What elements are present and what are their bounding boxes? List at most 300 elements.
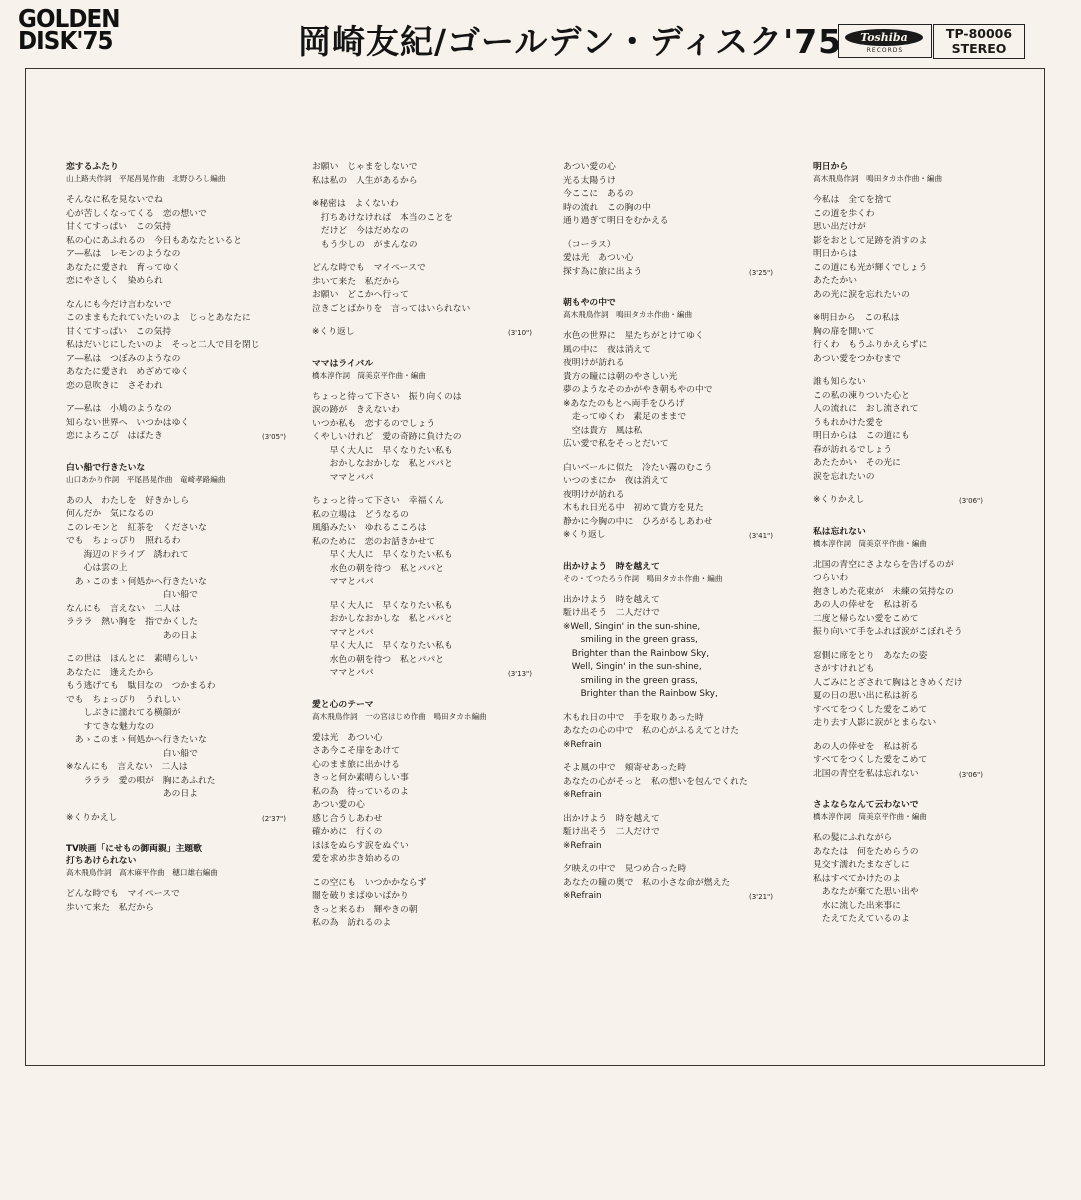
lyric-line: [312, 175, 530, 189]
lyric-line: [66, 576, 284, 590]
lyric-text: 知らない世界へ いつかはゆく: [66, 417, 190, 428]
stanza-gap: [563, 853, 785, 863]
lyric-text: 広い愛で私をそっとだいて: [563, 439, 669, 449]
song-title: 私は忘れない: [813, 526, 866, 537]
lyric-text: 水に流した出来事に: [813, 900, 901, 911]
lyric-text: すべてをつくした愛をこめて: [813, 755, 928, 765]
lyric-line: [312, 225, 530, 239]
lyric-text: ア―私は 小鳩のようなの: [66, 404, 172, 414]
song-credit: 高木飛鳥作詞 鳴田タカホ作曲・編曲: [563, 310, 693, 319]
lyric-line: [813, 444, 1023, 458]
song-duration: (3'25"): [749, 268, 773, 277]
song-title: 恋するふたり: [66, 162, 119, 172]
lyric-text: すべてをつくした愛をこめて: [813, 704, 928, 715]
lyric-text: つらいわ: [813, 573, 849, 583]
lyric-line: [813, 262, 1023, 276]
lyric-line: [563, 344, 785, 358]
lyric-line: [66, 761, 284, 775]
lyric-line: [66, 299, 284, 313]
catalog-number: TP-80006: [945, 26, 1013, 41]
song-credit: 高木飛鳥作詞 鳴田タカホ作曲・編曲: [813, 174, 943, 183]
lyric-line: [563, 357, 785, 371]
lyric-line: [813, 376, 1023, 390]
lyric-text: 愛は光 あつい心: [563, 253, 634, 263]
lyric-line: [563, 188, 785, 202]
lyric-line: [66, 326, 284, 340]
lyric-text: なんにも今だけ言わないで: [66, 299, 172, 310]
lyric-line: [563, 712, 785, 726]
lyric-text: あなたの瞳の奥で 私の小さな命が燃えた: [563, 877, 731, 888]
lyric-text: Brighter than the Rainbow Sky,: [563, 689, 718, 699]
lyric-line: [813, 677, 1023, 691]
lyric-text: 明日からは この道にも: [813, 431, 910, 441]
lyric-text: 静かに今胸の中に ひろがるしあわせ: [563, 516, 713, 527]
lyric-text: （コーラス）: [563, 239, 616, 250]
format-label: STEREO: [951, 41, 1007, 56]
lyric-line: [563, 813, 785, 827]
lyric-text: smiling in the green grass,: [563, 635, 698, 645]
lyric-line: [563, 648, 785, 662]
lyric-text: きっと何か素晴らしい事: [312, 773, 409, 783]
lyric-text: 夜明けが訪れる: [563, 489, 625, 500]
stanza-gap: [563, 452, 785, 462]
lyric-text: 影をおとして足跡を消すのよ: [813, 235, 928, 246]
lyric-line: [813, 221, 1023, 235]
stanza-gap: [563, 752, 785, 762]
lyric-line: [813, 886, 1023, 900]
lyric-line: [66, 902, 284, 916]
lyric-text: 感じ合うしあわせ: [312, 813, 383, 824]
lyric-text: さがすけれども: [813, 664, 875, 674]
lyric-line: [66, 495, 284, 509]
lyric-line: [813, 403, 1023, 417]
lyric-text: さあ今こそ扉をあけて: [312, 746, 400, 756]
lyric-line: [563, 762, 785, 776]
lyric-line: [813, 768, 1023, 782]
lyric-text: 抱きしめた花束が 未練の気持なの: [813, 586, 954, 597]
lyric-line: [312, 654, 530, 668]
lyric-line: [312, 161, 530, 175]
lyric-text: あなたが棄てた思い出や: [813, 887, 919, 897]
lyric-text: うもれかけた愛を: [813, 417, 884, 428]
lyric-line: [66, 549, 284, 563]
lyric-line: [312, 904, 530, 918]
lyric-text: もう逃げても 駄目なの つかまるわ: [66, 681, 216, 691]
song-block: [66, 462, 284, 826]
stanza-gap: [312, 590, 530, 600]
lyric-text: 窓側に席をとり あなたの姿: [813, 650, 928, 661]
lyric-text: 誰も知らない: [813, 377, 866, 387]
song-title: 明日から: [813, 162, 849, 172]
lyric-line: [66, 353, 284, 367]
lyric-text: 水色の世界に 星たちがとけてゆく: [563, 331, 704, 341]
lyric-text: 早く大人に 早くなりたい私も: [312, 641, 453, 651]
lyric-line: [813, 339, 1023, 353]
lyric-text: どんな時でも マイペースで: [66, 889, 180, 899]
lyric-line: [312, 212, 530, 226]
lyric-text: あの人の倖せを 私は祈る: [813, 600, 919, 610]
lyric-line: [563, 202, 785, 216]
lyric-line: [312, 404, 530, 418]
lyric-line: [66, 748, 284, 762]
song-block: [312, 358, 530, 681]
lyric-text: ※くりかえし: [66, 812, 118, 823]
lyric-text: ※Refrain: [563, 891, 602, 901]
song-duration: (3'06"): [959, 497, 983, 505]
song-title: 出かけよう 時を越えて: [563, 561, 660, 572]
golden-disk-logo: [18, 4, 120, 55]
lyric-line: [66, 667, 284, 681]
lyric-line: [66, 630, 284, 644]
lyric-text: なんにも 言えない 二人は: [66, 603, 181, 614]
lyric-line: [563, 634, 785, 648]
lyric-line: [66, 788, 284, 802]
lyric-text: 行くわ もうふりかえらずに: [813, 340, 928, 350]
stanza-gap: [813, 484, 1023, 494]
lyric-text: 思い出だけが: [813, 222, 866, 232]
lyric-text: 私のために 恋のお話きかせて: [312, 536, 436, 547]
lyric-text: あなたに 逢えたから: [66, 667, 154, 678]
lyric-line: [563, 502, 785, 516]
lyric-text: たえてたえているのよ: [813, 914, 910, 924]
song-duration: (3'41"): [749, 532, 773, 540]
lyric-text: そんなに私を見ないでね: [66, 195, 163, 205]
lyric-line: [66, 734, 284, 748]
lyric-text: あなたに愛され 育ってゆく: [66, 262, 181, 273]
lyric-line: [813, 626, 1023, 640]
stanza-gap: [813, 731, 1023, 741]
song-duration: (3'13"): [508, 670, 532, 678]
lyric-line: [66, 366, 284, 380]
lyric-line: [312, 745, 530, 759]
lyric-text: 心が苦しくなってくる 恋の想いで: [66, 208, 207, 219]
lyric-line: [312, 627, 530, 641]
lyric-text: 春が訪れるでしょう: [813, 444, 893, 455]
lyric-text: 私の為 訪れるのよ: [312, 918, 392, 928]
song-block: [66, 161, 284, 444]
lyric-line: [66, 262, 284, 276]
lyric-line: [66, 403, 284, 417]
stanza-gap: [66, 643, 284, 653]
lyric-text: 北国の青空にさよならを告げるのが: [813, 559, 954, 570]
lyric-line: [813, 312, 1023, 326]
lyric-line: [312, 536, 530, 550]
lyric-line: [312, 472, 530, 486]
lyric-text: 愛を求め歩き始めるの: [312, 854, 400, 864]
lyric-text: あつい愛の心: [563, 162, 616, 172]
lyric-line: [312, 563, 530, 577]
lyric-line: [312, 772, 530, 786]
lyric-line: [563, 529, 785, 543]
lyric-text: 風の中に 夜は消えて: [563, 344, 651, 355]
lyric-text: お願い じゃまをしないで: [312, 162, 418, 172]
lyric-text: しぶきに濡れてる横顔が: [66, 708, 181, 718]
lyric-line: [66, 194, 284, 208]
lyric-line: [312, 509, 530, 523]
lyric-line: [312, 418, 530, 432]
lyric-line: [813, 832, 1023, 846]
lyric-line: [813, 900, 1023, 914]
lyric-line: [66, 235, 284, 249]
lyric-line: [813, 430, 1023, 444]
song-block: [312, 161, 530, 340]
lyric-text: くやしいけれど 愛の奇跡に負けたの: [312, 432, 462, 442]
lyric-line: [563, 411, 785, 425]
lyric-line: [813, 326, 1023, 340]
lyric-text: 確かめに 行くの: [312, 827, 383, 837]
lyric-line: [563, 215, 785, 229]
lyric-text: 光る太陽うけ: [563, 175, 616, 186]
lyric-line: [66, 680, 284, 694]
catalog-box: [933, 24, 1025, 59]
lyric-text: ※秘密は よくないわ: [312, 199, 399, 209]
lyric-text: あゝこのまゝ何処かへ行きたいな: [66, 735, 207, 745]
lyric-text: ※Refrain: [563, 840, 602, 851]
lyric-line: [312, 198, 530, 212]
lyric-line: [66, 589, 284, 603]
lyric-line: [312, 732, 530, 746]
lyric-line: [563, 890, 785, 904]
lyric-text: 歩いて来た 私だから: [312, 276, 400, 287]
lyric-line: [66, 522, 284, 536]
lyric-text: 涙を忘れたいの: [813, 471, 875, 482]
lyric-text: 白いベールに似た 冷たい霧のむこう: [563, 462, 713, 473]
lyric-line: [563, 776, 785, 790]
lyric-line: [66, 888, 284, 902]
lyric-line: [312, 495, 530, 509]
stanza-gap: [563, 702, 785, 712]
stanza-gap: [312, 252, 530, 262]
lyric-line: [813, 194, 1023, 208]
lyric-line: [312, 431, 530, 445]
lyric-line: [66, 430, 284, 444]
lyrics-column-4: [813, 161, 1023, 945]
lyric-text: いつか私も 恋するのでしょう: [312, 418, 436, 429]
lyric-text: 打ちあけなければ 本当のことを: [312, 212, 453, 223]
lyric-text: おかしなおかしな 私とパパと: [312, 614, 453, 624]
lyric-line: [66, 707, 284, 721]
lyric-text: 風船みたい ゆれるこころは: [312, 523, 427, 533]
lyric-text: ママとパパ: [312, 668, 374, 678]
lyric-text: 恋によろこび はばたき: [66, 431, 163, 441]
song-credit: 高木飛鳥作詞 一の宮はじめ作曲 鳴田タカホ編曲: [312, 711, 487, 721]
stanza-gap: [813, 366, 1023, 376]
lyrics-column-1: [66, 161, 284, 933]
lyric-line: [66, 508, 284, 522]
lyric-text: 歩いて来た 私だから: [66, 902, 154, 913]
lyric-text: 海辺のドライブ 誘われて: [66, 549, 189, 560]
header: [0, 0, 1081, 68]
lyric-text: あの日よ: [66, 630, 198, 641]
lyric-text: 人ごみにとざされて胸はときめくだけ: [813, 677, 963, 688]
lyric-text: 私の心にあふれるの 今日もあなたといると: [66, 235, 242, 246]
song-title: 朝もやの中で: [563, 298, 616, 308]
lyric-text: 走ってゆくわ 素足のままで: [563, 412, 687, 422]
lyric-text: 早く大人に 早くなりたい私も: [312, 445, 453, 456]
lyric-line: [312, 391, 530, 405]
lyric-text: 私の立場は どうなるの: [312, 509, 409, 520]
lyric-line: [312, 853, 530, 867]
lyric-line: [563, 739, 785, 753]
lyric-text: ※なんにも 言えない 二人は: [66, 762, 188, 772]
lyric-line: [66, 380, 284, 394]
lyric-line: [66, 775, 284, 789]
lyric-line: [312, 613, 530, 627]
lyric-line: [312, 239, 530, 253]
lyric-text: あの日よ: [66, 789, 198, 799]
lyric-line: [563, 489, 785, 503]
lyric-line: [66, 694, 284, 708]
stanza-gap: [312, 485, 530, 495]
song-duration: (3'10"): [508, 329, 532, 337]
lyric-line: [813, 690, 1023, 704]
lyric-text: smiling in the green grass,: [563, 675, 698, 686]
song-credit: 山上路夫作詞 平尾昌晃作曲 北野ひろし編曲: [66, 174, 226, 183]
song-title: さよならなんて云わないで: [813, 800, 919, 810]
lyric-text: 私はすべてかけたのよ: [813, 873, 901, 884]
song-duration: (3'06"): [959, 770, 983, 779]
lyric-text: ※Refrain: [563, 790, 602, 800]
lyric-line: [312, 445, 530, 459]
lyric-text: ほほをぬらす涙をぬぐい: [312, 840, 409, 851]
lyric-line: [813, 559, 1023, 573]
stanza-gap: [312, 867, 530, 877]
lyric-text: 走り去す人影に涙がとまらない: [813, 718, 937, 728]
lyric-line: [563, 330, 785, 344]
lyric-text: あの光に涙を忘れたいの: [813, 289, 910, 300]
lyric-line: [563, 398, 785, 412]
lyric-text: このレモンと 紅茶を くださいな: [66, 522, 207, 533]
song-block: [813, 161, 1023, 508]
lyric-line: [563, 688, 785, 702]
lyric-text: あなたの心の中で 私の心がふるえてとけた: [563, 726, 739, 736]
song-credit: その・てつたろう作詞 鳴田タカホ作曲・編曲: [563, 573, 723, 583]
lyric-line: [563, 516, 785, 530]
lyric-text: 空は貴方 風は私: [563, 425, 643, 436]
record-label-logo: [838, 24, 932, 58]
lyric-line: [813, 275, 1023, 289]
song-block: [563, 297, 785, 543]
album-title: 岡崎友紀/ゴールデン・ディスク'75: [298, 22, 843, 61]
lyric-line: [66, 248, 284, 262]
lyric-line: [813, 248, 1023, 262]
lyric-line: [813, 754, 1023, 768]
lyric-line: [66, 339, 284, 353]
lyric-line: [563, 621, 785, 635]
lyric-line: [813, 704, 1023, 718]
lyric-text: あたたかい その光に: [813, 458, 901, 468]
lyric-line: [66, 208, 284, 222]
lyric-line: [813, 572, 1023, 586]
song-block: [813, 526, 1023, 782]
lyric-text: ママとパパ: [312, 472, 374, 483]
lyric-text: 人の流れに おし流されて: [813, 404, 919, 414]
lyric-text: ママとパパ: [312, 627, 374, 638]
lyric-line: [813, 859, 1023, 873]
stanza-gap: [66, 802, 284, 812]
lyric-text: 白い船で: [66, 590, 198, 600]
lyric-line: [66, 312, 284, 326]
lyric-line: [563, 425, 785, 439]
song-credit: 橋本淳作詞 筒美京平作曲・編曲: [813, 538, 927, 548]
stanza-gap: [563, 803, 785, 813]
lyric-text: ※Well, Singin' in the sun-shine,: [563, 621, 701, 632]
lyric-text: Well, Singin' in the sun-shine,: [563, 662, 702, 672]
lyric-text: 駈け出そう 二人だけで: [563, 608, 660, 618]
lyric-text: どんな時でも マイペースで: [312, 263, 426, 273]
lyric-text: このままもたれていたいのよ じっとあなたに: [66, 313, 251, 323]
lyric-line: [813, 613, 1023, 627]
lyric-text: 恋の息吹きに さそわれ: [66, 380, 163, 391]
stanza-gap: [312, 188, 530, 198]
lyric-text: 心のまま旅に出かける: [312, 759, 400, 770]
lyric-line: [66, 603, 284, 617]
stanza-gap: [813, 640, 1023, 650]
lyric-line: [563, 384, 785, 398]
lyric-text: ア―私は つぼみのようなの: [66, 353, 181, 364]
lyric-text: きっと来るわ 輝やきの朝: [312, 904, 418, 915]
lyric-text: 夜明けが訪れる: [563, 358, 625, 368]
lyric-line: [563, 863, 785, 877]
lyric-line: [813, 390, 1023, 404]
lyrics-column-2: [312, 161, 530, 949]
lyric-text: 私は私の 人生があるから: [312, 175, 418, 186]
lyric-text: 恋にやさしく 染められ: [66, 276, 163, 286]
song-duration: (3'21"): [749, 893, 773, 901]
lyric-text: あなたの心がそっと 私の想いを包んでくれた: [563, 776, 748, 787]
lyric-line: [563, 840, 785, 854]
lyric-line: [66, 417, 284, 431]
lyric-text: ※Refrain: [563, 739, 602, 750]
lyric-text: この世は ほんとに 素晴らしい: [66, 654, 198, 664]
lyric-line: [66, 653, 284, 667]
stanza-gap: [813, 302, 1023, 312]
lyric-text: ※くり返し: [563, 530, 606, 540]
lyric-text: 木もれ日光る中 初めて貴方を見た: [563, 503, 704, 513]
song-credit: 橋本淳作詞 筒美京平作曲・編曲: [312, 370, 426, 380]
lyric-line: [312, 522, 530, 536]
lyric-text: 夕映えの中で 見つめ合った時: [563, 864, 687, 874]
lyric-line: [563, 371, 785, 385]
lyric-text: 愛は光 あつい心: [312, 732, 383, 743]
lyric-text: ラララ 愛の唄が 胸にあふれた: [66, 775, 216, 786]
lyric-line: [66, 721, 284, 735]
lyric-line: [563, 661, 785, 675]
lyric-text: 明日からは: [813, 249, 857, 259]
lyric-text: 私はだいじにしたいのよ そっと二人で目を閉じ: [66, 340, 260, 350]
lyric-line: [563, 175, 785, 189]
lyric-line: [563, 594, 785, 608]
song-title: TV映画「にせもの御両親」主題歌 打ちあけられない: [66, 844, 202, 866]
lyric-line: [563, 161, 785, 175]
lyric-text: 水色の朝を待つ 私とパパと: [312, 563, 444, 574]
lyric-line: [312, 600, 530, 614]
lyric-text: 見交す濡れたまなざしに: [813, 860, 910, 870]
lyric-text: この道を歩くわ: [813, 208, 875, 219]
lyric-line: [66, 562, 284, 576]
song-duration: (3'05"): [262, 433, 286, 441]
lyric-text: ※あなたのもとへ両手をひろげ: [563, 398, 685, 409]
lyric-text: 闇を破りまばゆいばかり: [312, 891, 409, 901]
lyric-line: [563, 266, 785, 280]
lyric-text: お願い どこかへ行って: [312, 290, 409, 300]
logo-line-2: DISK'75: [18, 26, 113, 55]
stanza-gap: [66, 289, 284, 299]
song-credit: 橋本淳作詞 筒美京平作曲・編曲: [813, 812, 927, 821]
label-sub: RECORDS: [866, 47, 904, 54]
lyric-line: [312, 667, 530, 681]
lyric-text: この私の凍りついた心と: [813, 390, 910, 401]
